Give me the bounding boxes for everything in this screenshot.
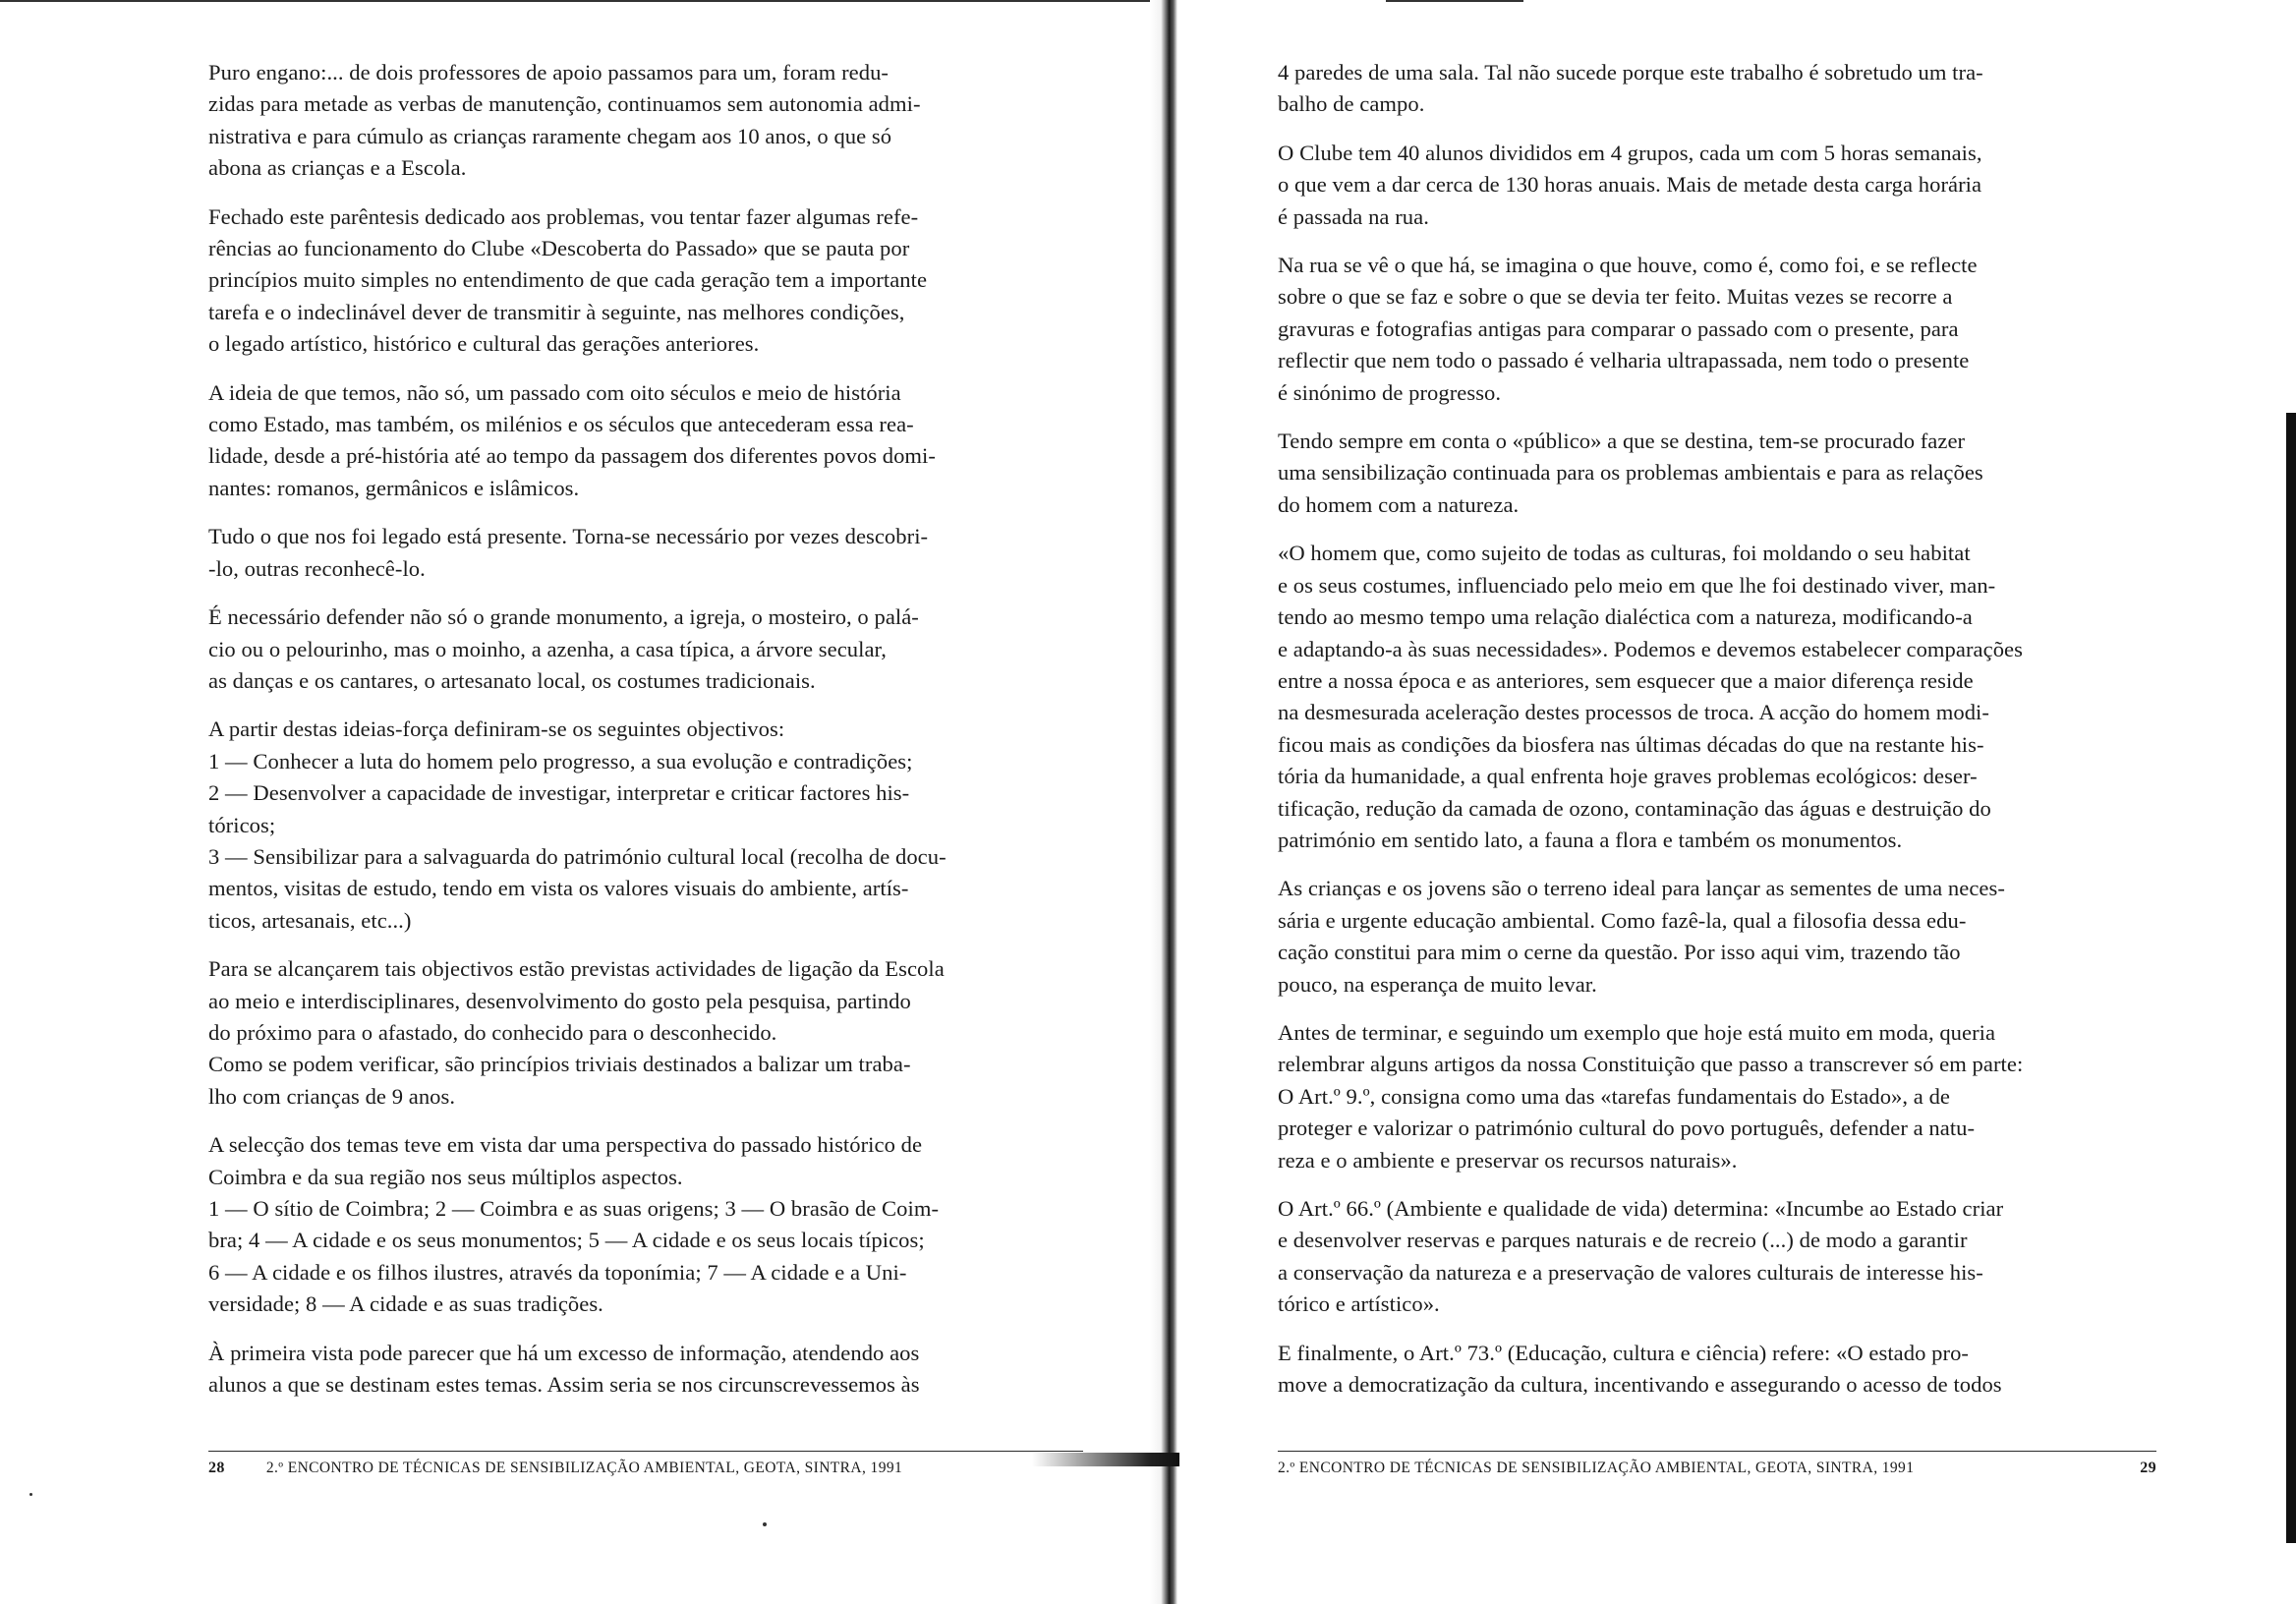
text-line: tificação, redução da camada de ozono, contaminação das águas e destruição do (1278, 795, 1991, 821)
text-line: Como se podem verificar, são princípios triviais destinados a balizar um traba- (208, 1052, 911, 1077)
right-page-text (1278, 57, 2156, 1417)
paragraph (1278, 57, 2156, 121)
text-line: A selecção dos temas teve em vista dar uma perspectiva do passado histórico de (208, 1132, 923, 1158)
text-line: princípios muito simples no entendimento de que cada geração tem a importante (208, 267, 928, 293)
text-line: balho de campo. (1278, 91, 1425, 117)
text-line: mentos, visitas de estudo, tendo em vista os valores visuais do ambiente, artís- (208, 876, 909, 901)
text-line: Para se alcançarem tais objectivos estão previstas actividades de ligação da Escola (208, 956, 945, 982)
text-line: 6 — A cidade e os filhos ilustres, através da toponímia; 7 — A cidade e a Uni- (208, 1259, 907, 1285)
text-line: a conservação da natureza e a preservação de valores culturais de interesse his- (1278, 1259, 1983, 1285)
text-line: o legado artístico, histórico e cultural das gerações anteriores. (208, 331, 760, 357)
page-number: 29 (2140, 1460, 2156, 1476)
text-line: O Art.º 66.º (Ambiente e qualidade de vida) determina: «Incumbe ao Estado criar (1278, 1196, 2004, 1221)
text-line: 4 paredes de uma sala. Tal não sucede porque este trabalho é sobretudo um tra- (1278, 60, 1983, 85)
text-line: Fechado este parêntesis dedicado aos problemas, vou tentar fazer algumas refe- (208, 203, 919, 229)
text-line: A partir destas ideias-força definiram-se os seguintes objectivos: (208, 716, 785, 742)
paragraph (208, 1338, 1083, 1402)
text-line: como Estado, mas também, os milénios e os séculos que antecederam essa rea- (208, 412, 914, 437)
paragraph (208, 602, 1083, 697)
text-line: -lo, outras reconhecê-lo. (208, 555, 426, 581)
text-line: Antes de terminar, e seguindo um exemplo que hoje está muito em moda, queria (1278, 1019, 1996, 1045)
text-line: 2 — Desenvolver a capacidade de investigar, interpretar e criticar factores his- (208, 780, 910, 806)
left-page-text (208, 57, 1083, 1417)
text-line: sobre o que se faz e sobre o que se devia ter feito. Muitas vezes se recorre a (1278, 284, 1953, 310)
text-line: abona as crianças e a Escola. (208, 155, 467, 181)
text-line: A ideia de que temos, não só, um passado com oito séculos e meio de história (208, 379, 901, 405)
text-line: E finalmente, o Art.º 73.º (Educação, cultura e ciência) refere: «O estado pro- (1278, 1340, 1969, 1365)
text-line: Tudo o que nos foi legado está presente. Torna-se necessário por vezes descobri- (208, 524, 929, 549)
paragraph (1278, 1338, 2156, 1402)
text-line: nistrativa e para cúmulo as crianças raramente chegam aos 10 anos, o que só (208, 123, 892, 148)
text-line: O Art.º 9.º, consigna como uma das «tarefas fundamentais do Estado», a de (1278, 1083, 1950, 1109)
text-line: versidade; 8 — A cidade e as suas tradições. (208, 1291, 603, 1317)
text-line: o que vem a dar cerca de 130 horas anuais. Mais de metade desta carga horária (1278, 172, 1982, 198)
paragraph (208, 57, 1083, 185)
text-line: cio ou o pelourinho, mas o moinho, a azenha, a casa típica, a árvore secular, (208, 636, 887, 661)
text-line: rências ao funcionamento do Clube «Descoberta do Passado» que se pauta por (208, 236, 910, 261)
text-line: O Clube tem 40 alunos divididos em 4 grupos, cada um com 5 horas semanais, (1278, 140, 1982, 165)
right-page (1179, 0, 2296, 1604)
paragraph (1278, 250, 2156, 409)
text-line: cação constitui para mim o cerne da questão. Por isso aqui vim, trazendo tão (1278, 940, 1961, 965)
text-line: À primeira vista pode parecer que há um excesso de informação, atendendo aos (208, 1340, 920, 1365)
text-line: uma sensibilização continuada para os problemas ambientais e para as relações (1278, 460, 1983, 486)
text-line: nantes: romanos, germânicos e islâmicos. (208, 475, 580, 500)
text-line: sária e urgente educação ambiental. Como fazê-la, qual a filosofia dessa edu- (1278, 907, 1967, 933)
right-page-footer (1278, 1451, 2156, 1485)
text-line: património em sentido lato, a fauna a flora e também os monumentos. (1278, 827, 1903, 852)
left-page-footer (208, 1451, 1083, 1485)
text-line: relembrar alguns artigos da nossa Constituição que passo a transcrever só em parte: (1278, 1052, 2024, 1077)
paragraph (208, 714, 1083, 937)
text-line: é sinónimo de progresso. (1278, 379, 1502, 405)
text-line: proteger e valorizar o património cultural do povo português, defender a natu- (1278, 1116, 1976, 1141)
text-line: tendo ao mesmo tempo uma relação dialéctica com a natureza, modificando-a (1278, 604, 1973, 630)
text-line: e adaptando-a às suas necessidades». Podemos e devemos estabelecer comparações (1278, 636, 2023, 661)
text-line: do homem com a natureza. (1278, 491, 1520, 517)
paragraph (1278, 873, 2156, 1001)
text-line: tóricos; (208, 812, 276, 837)
paragraph (1278, 426, 2156, 521)
text-line: alunos a que se destinam estes temas. Assim seria se nos circunscrevessemos às (208, 1372, 920, 1398)
text-line: ao meio e interdisciplinares, desenvolvimento do gosto pela pesquisa, partindo (208, 988, 911, 1013)
text-line: tórico e artístico». (1278, 1291, 1440, 1317)
paragraph (1278, 138, 2156, 233)
paragraph (208, 953, 1083, 1113)
text-line: Coimbra e da sua região nos seus múltiplos aspectos. (208, 1164, 683, 1189)
text-line: pouco, na esperança de muito levar. (1278, 971, 1597, 997)
text-line: reza e o ambiente e preservar os recursos naturais». (1278, 1147, 1738, 1173)
text-line: e desenvolver reservas e parques naturais e de recreio (...) de modo a garantir (1278, 1228, 1968, 1253)
text-line: move a democratização da cultura, incentivando e assegurando o acesso de todos (1278, 1372, 2002, 1398)
paragraph (1278, 1017, 2156, 1176)
text-line: na desmesurada aceleração destes processos de troca. A acção do homem modi- (1278, 700, 1989, 725)
text-line: As crianças e os jovens são o terreno ideal para lançar as sementes de uma neces- (1278, 876, 2005, 901)
text-line: tarefa e o indeclinável dever de transmitir à seguinte, nas melhores condições, (208, 299, 905, 324)
running-footer: 2.º ENCONTRO DE TÉCNICAS DE SENSIBILIZAÇÃO AMBIENTAL, GEOTA, SINTRA, 1991 (265, 1460, 903, 1476)
text-line: do próximo para o afastado, do conhecido para o desconhecido. (208, 1019, 777, 1045)
text-line: lidade, desde a pré-história até ao tempo da passagem dos diferentes povos domi- (208, 443, 936, 469)
text-line: gravuras e fotografias antigas para comparar o passado com o presente, para (1278, 315, 1959, 341)
text-line: as danças e os cantares, o artesanato local, os costumes tradicionais. (208, 667, 816, 693)
paragraph (208, 521, 1083, 585)
text-line: tória da humanidade, a qual enfrenta hoje graves problemas ecológicos: deser- (1278, 764, 1978, 789)
page-number: 28 (208, 1460, 225, 1476)
text-line: ticos, artesanais, etc...) (208, 907, 412, 933)
paragraph (208, 377, 1083, 505)
text-line: reflectir que nem todo o passado é velharia ultrapassada, nem todo o presente (1278, 348, 1970, 373)
paragraph (208, 1129, 1083, 1320)
text-line: Na rua se vê o que há, se imagina o que houve, como é, como foi, e se reflecte (1278, 253, 1978, 278)
text-line: 1 — O sítio de Coimbra; 2 — Coimbra e as suas origens; 3 — O brasão de Coim- (208, 1196, 940, 1221)
text-line: ficou mais as condições da biosfera nas últimas décadas do que na restante his- (1278, 731, 1984, 757)
text-line: bra; 4 — A cidade e os seus monumentos; 5 — A cidade e os seus locais típicos; (208, 1228, 925, 1253)
text-line: entre a nossa época e as anteriores, sem esquecer que a maior diferença reside (1278, 667, 1974, 693)
text-line: É necessário defender não só o grande monumento, a igreja, o mosteiro, o palá- (208, 604, 919, 630)
text-line: Tendo sempre em conta o «público» a que se destina, tem-se procurado fazer (1278, 429, 1966, 454)
text-line: «O homem que, como sujeito de todas as culturas, foi moldando o seu habitat (1278, 541, 1971, 566)
text-line: lho com crianças de 9 anos. (208, 1083, 456, 1109)
text-line: 3 — Sensibilizar para a salvaguarda do património cultural local (recolha de docu- (208, 843, 947, 869)
text-line: 1 — Conhecer a luta do homem pelo progresso, a sua evolução e contradições; (208, 748, 913, 773)
text-line: e os seus costumes, influenciado pelo meio em que lhe foi destinado viver, man- (1278, 572, 1996, 598)
running-footer: 2.º ENCONTRO DE TÉCNICAS DE SENSIBILIZAÇÃO AMBIENTAL, GEOTA, SINTRA, 1991 (1278, 1460, 1915, 1476)
paragraph (1278, 1193, 2156, 1321)
paragraph (208, 201, 1083, 361)
text-line: Puro engano:... de dois professores de apoio passamos para um, foram redu- (208, 60, 890, 85)
paragraph (1278, 538, 2156, 856)
text-line: é passada na rua. (1278, 203, 1429, 229)
text-line: zidas para metade as verbas de manutenção, continuamos sem autonomia admi- (208, 91, 921, 117)
